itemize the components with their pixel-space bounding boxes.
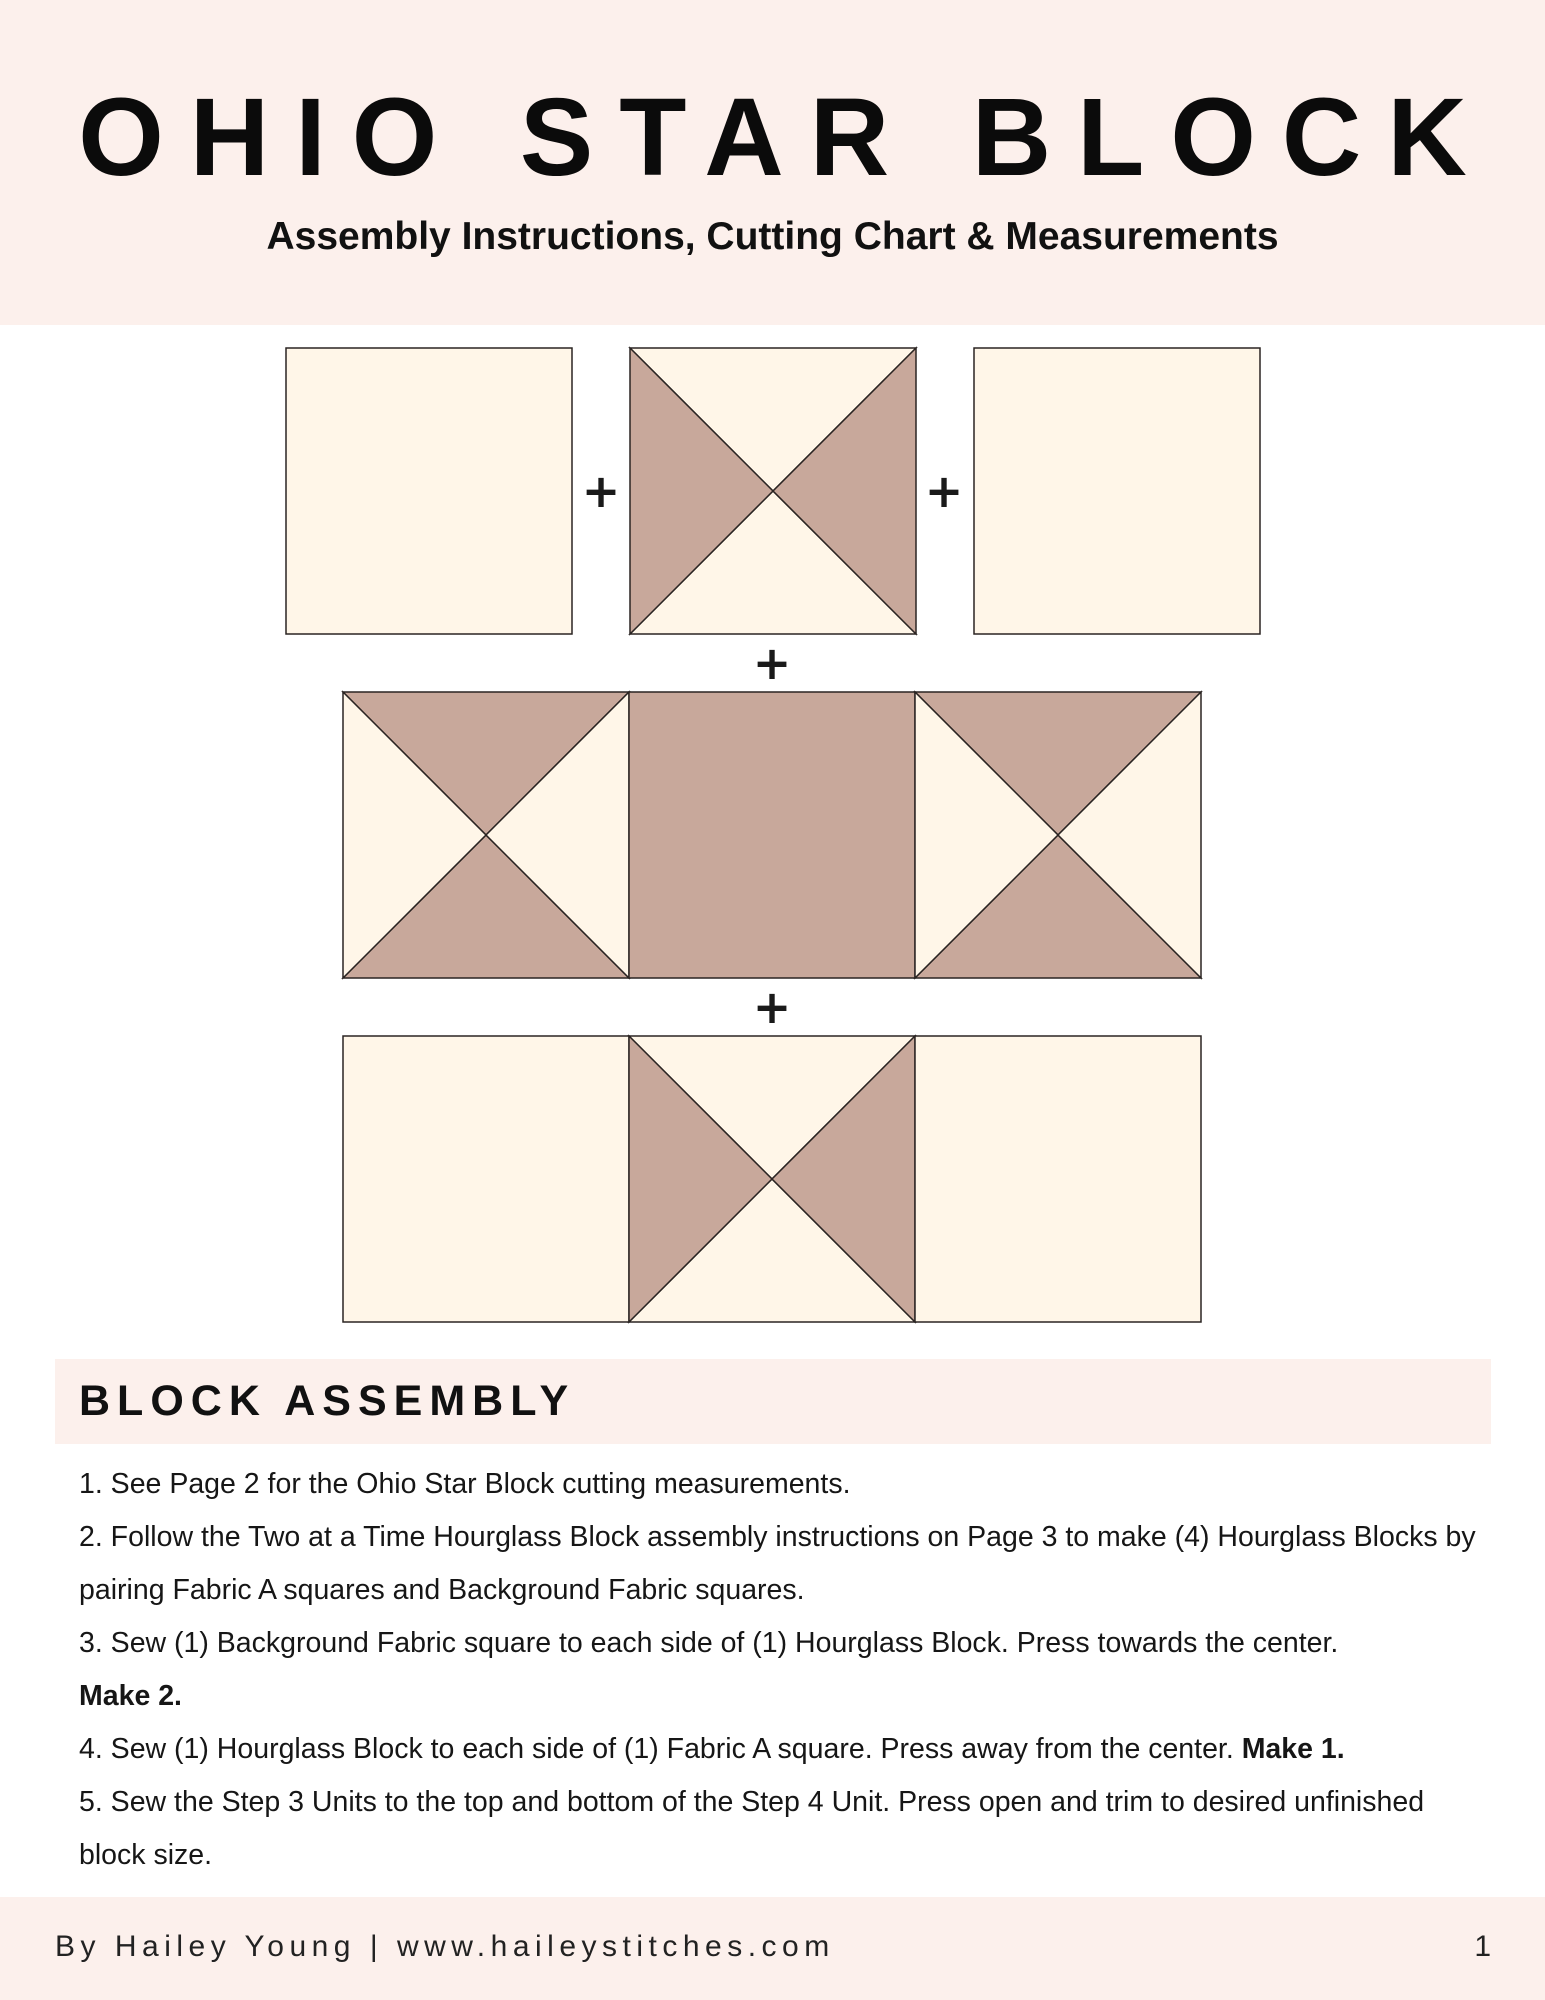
- section-title: BLOCK ASSEMBLY: [79, 1377, 576, 1425]
- step-4-text: 4. Sew (1) Hourglass Block to each side of (1) Fabric A square. Press away from the center.: [79, 1733, 1234, 1765]
- page-header: [0, 0, 1545, 325]
- row-plus-1: +: [752, 636, 792, 690]
- row-plus-2: +: [752, 980, 792, 1034]
- step-1: [79, 1458, 1479, 1511]
- step-1-text: 1. See Page 2 for the Ohio Star Block cutting measurements.: [79, 1468, 851, 1500]
- footer-credit: By Hailey Young | www.haileystitches.com: [55, 1930, 835, 1963]
- section-header: [55, 1359, 1491, 1444]
- row3-background-square-1: [343, 1036, 629, 1322]
- step-3-text: 3. Sew (1) Background Fabric square to each side of (1) Hourglass Block. Press towards the center.: [79, 1627, 1339, 1659]
- row1-background-square-1: [286, 348, 572, 634]
- step-2: [79, 1511, 1479, 1617]
- page-number: 1: [1474, 1930, 1491, 1963]
- page-footer: [0, 1897, 1545, 2000]
- step-3-emphasis: Make 2.: [79, 1680, 182, 1712]
- page-title: OHIO STAR BLOCK: [78, 76, 1493, 199]
- page-subtitle: Assembly Instructions, Cutting Chart & Measurements: [266, 215, 1279, 258]
- step-4: [79, 1723, 1479, 1776]
- row1-background-square-3: [974, 348, 1260, 634]
- row2-fabric-a-square-2: [629, 692, 915, 978]
- step-2-text: 2. Follow the Two at a Time Hourglass Block assembly instructions on Page 3 to make (4) Hourglass Blocks by pairing Fabric A squares and Background Fabric squares.: [79, 1521, 1476, 1606]
- step-3: [79, 1617, 1479, 1723]
- step-5: [79, 1776, 1479, 1882]
- row3-background-square-3: [915, 1036, 1201, 1322]
- row1-plus-2: +: [924, 464, 964, 518]
- row1-plus-1: +: [581, 464, 621, 518]
- block-assembly-diagram: [0, 330, 1545, 1330]
- step-4-emphasis: Make 1.: [1241, 1733, 1345, 1765]
- assembly-steps: [79, 1458, 1479, 1882]
- step-5-text: 5. Sew the Step 3 Units to the top and bottom of the Step 4 Unit. Press open and trim to desired unfinished block size.: [79, 1786, 1425, 1871]
